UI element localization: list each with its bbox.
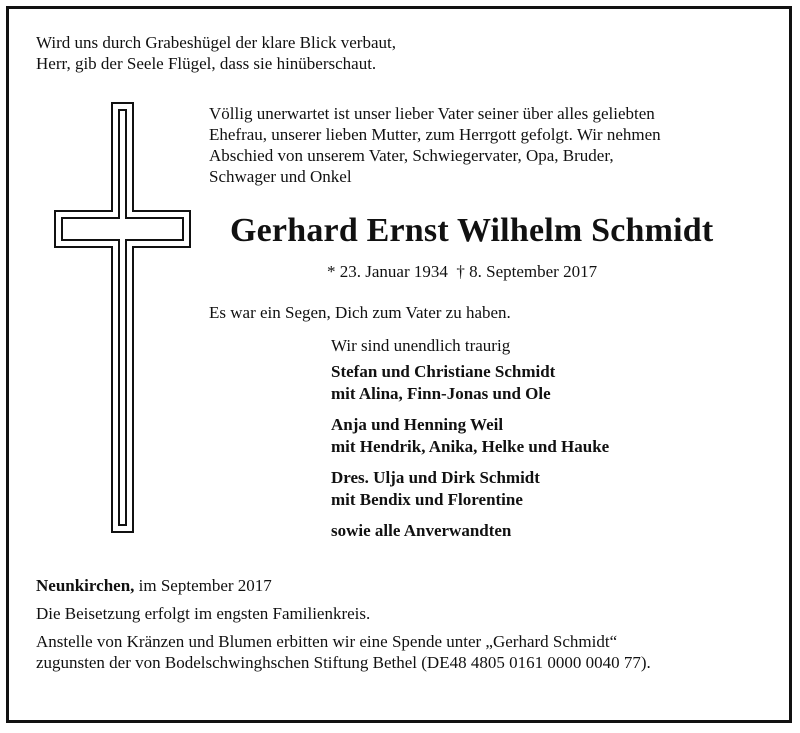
funeral-info: Die Beisetzung erfolgt im engsten Familienkreis.	[36, 604, 371, 623]
intro-line-1: Völlig unerwartet ist unser lieber Vater seiner über alles geliebten	[209, 104, 655, 123]
family-line-7: sowie alle Anverwandten	[331, 521, 512, 540]
family-line-4: mit Hendrik, Anika, Helke und Hauke	[331, 437, 610, 456]
intro-line-2: Ehefrau, unserer lieben Mutter, zum Herrgott gefolgt. Wir nehmen	[209, 125, 661, 144]
notice-date: im September 2017	[134, 576, 272, 595]
place-name: Neunkirchen,	[36, 576, 135, 595]
family-line-3: Anja und Henning Weil	[331, 415, 504, 434]
mourners-intro: Wir sind unendlich traurig	[331, 336, 511, 355]
life-dates: * 23. Januar 1934 † 8. September 2017	[327, 262, 598, 281]
place-date	[36, 576, 272, 596]
poem-line-2: Herr, gib der Seele Flügel, dass sie hinüberschaut.	[36, 54, 377, 73]
family-line-1: Stefan und Christiane Schmidt	[331, 362, 556, 381]
poem-line-1: Wird uns durch Grabeshügel der klare Blick verbaut,	[36, 33, 396, 52]
donation-line-2: zugunsten der von Bodelschwinghschen Stiftung Bethel (DE48 4805 0161 0000 0040 77).	[36, 653, 651, 672]
intro-line-4: Schwager und Onkel	[209, 167, 352, 186]
intro-line-3: Abschied von unserem Vater, Schwiegervater, Opa, Bruder,	[209, 146, 614, 165]
family-line-5: Dres. Ulja und Dirk Schmidt	[331, 468, 540, 487]
family-line-2: mit Alina, Finn-Jonas und Ole	[331, 384, 551, 403]
deceased-name: Gerhard Ernst Wilhelm Schmidt	[230, 212, 714, 249]
blessing-text: Es war ein Segen, Dich zum Vater zu haben.	[209, 303, 511, 322]
donation-line-1: Anstelle von Kränzen und Blumen erbitten wir eine Spende unter „Gerhard Schmidt“	[36, 632, 618, 651]
family-line-6: mit Bendix und Florentine	[331, 490, 523, 509]
